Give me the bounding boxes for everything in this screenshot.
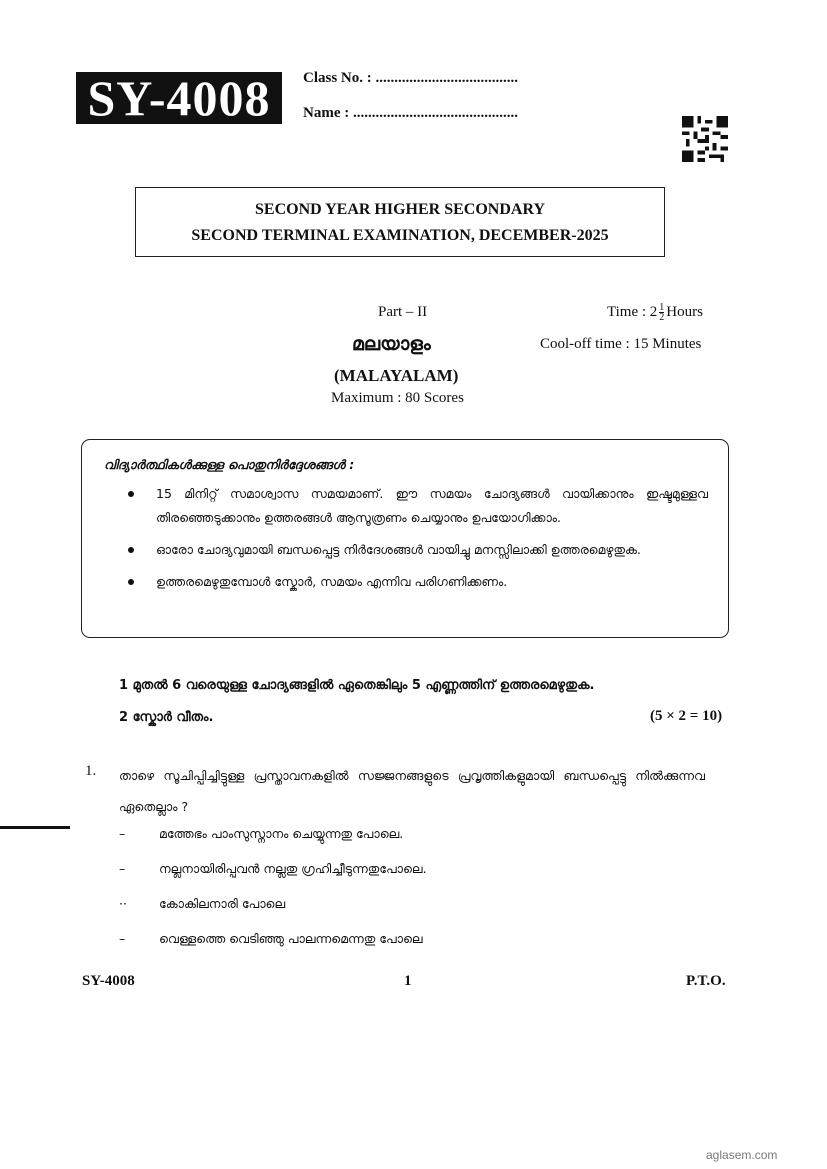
name-field: Name : ............................................ bbox=[303, 105, 518, 121]
exam-title-line-2: SECOND TERMINAL EXAMINATION, DECEMBER-2025 bbox=[191, 227, 609, 244]
question-number: 1. bbox=[85, 763, 97, 779]
section-instruction: 1 മുതൽ 6 വരെയുള്ള ചോദ്യങ്ങളിൽ ഏതെങ്കിലും 5 എണ്ണത്തിന് ഉത്തരമെഴുതുക. bbox=[119, 678, 595, 693]
subject-malayalam: മലയാളം bbox=[352, 333, 431, 355]
time-unit: Hours bbox=[666, 303, 703, 320]
footer-paper-code: SY-4008 bbox=[82, 973, 135, 989]
maximum-score: Maximum : 80 Scores bbox=[331, 390, 464, 406]
exam-title-box bbox=[135, 187, 665, 257]
time-label: Time : 2 bbox=[607, 303, 658, 320]
instructions-list bbox=[128, 482, 708, 602]
bullet-icon bbox=[128, 547, 134, 553]
watermark: aglasem.com bbox=[706, 1148, 778, 1162]
qr-code-icon bbox=[682, 116, 728, 162]
subject-english: (MALAYALAM) bbox=[334, 366, 459, 385]
general-instructions-box bbox=[81, 439, 729, 638]
time-fraction: $\frac{1}{2}$ bbox=[659, 302, 665, 323]
page-number: 1 bbox=[404, 973, 412, 989]
bullet-icon bbox=[128, 491, 134, 497]
exam-title-line-1: SECOND YEAR HIGHER SECONDARY bbox=[255, 201, 545, 218]
instruction-item: ഉത്തരമെഴുതുമ്പോൾ സ്കോർ, സമയം എന്നിവ പരിഗണിക്കണം. bbox=[128, 570, 708, 594]
question-option: – നല്ലനായിരിപ്പവൻ നല്ലതു ഗ്രഹിച്ചീടുന്നതുപോലെ. bbox=[119, 861, 427, 876]
question-option: – വെള്ളത്തെ വെടിഞ്ഞു പാലന്നമെന്നതു പോലെ bbox=[119, 931, 423, 946]
paper-code-badge: SY-4008 bbox=[76, 72, 282, 124]
question-option: ·· കോകിലനാരി പോലെ bbox=[119, 896, 286, 911]
cooloff-time: Cool-off time : 15 Minutes bbox=[540, 336, 702, 352]
please-turn-over: P.T.O. bbox=[686, 973, 726, 989]
instructions-heading: വിദ്യാർത്ഥികൾക്കുള്ള പൊതുനിർദ്ദേശങ്ങൾ : bbox=[104, 457, 355, 472]
bullet-icon bbox=[128, 579, 134, 585]
class-number-field: Class No. : ...................................... bbox=[303, 70, 519, 86]
question-option: – മത്തേഭം പാംസുസ്നാനം ചെയ്യുന്നതു പോലെ. bbox=[119, 826, 404, 841]
margin-rule bbox=[0, 826, 70, 829]
time-allowed bbox=[607, 303, 703, 322]
question-text: താഴെ സൂചിപ്പിച്ചിട്ടുള്ള പ്രസ്താവനകളിൽ സജ്ജനങ്ങളുടെ പ്രവൃത്തികളുമായി ബന്ധപ്പെട്ടു നിൽക്കുന്നവ ഏതെല്ലാം ? bbox=[119, 768, 705, 814]
instruction-item: 15 മിനിറ്റ് സമാശ്വാസ സമയമാണ്. ഈ സമയം ചോദ്യങ്ങൾ വായിക്കാനും ഇഷ്ടമുള്ളവ തിരഞ്ഞെടുക്കാനും ഉത്തരങ്ങൾ ആസൂത്രണം ചെയ്യാനും ഉപയോഗിക്കാം. bbox=[128, 482, 708, 530]
score-per-question: 2 സ്കോർ വീതം. bbox=[119, 710, 214, 725]
part-label: Part – II bbox=[378, 304, 428, 320]
instruction-item: ഓരോ ചോദ്യവുമായി ബന്ധപ്പെട്ട നിർദേശങ്ങൾ വായിച്ചു മനസ്സിലാക്കി ഉത്തരമെഴുതുക. bbox=[128, 538, 708, 562]
section-marks: (5 × 2 = 10) bbox=[650, 708, 723, 724]
